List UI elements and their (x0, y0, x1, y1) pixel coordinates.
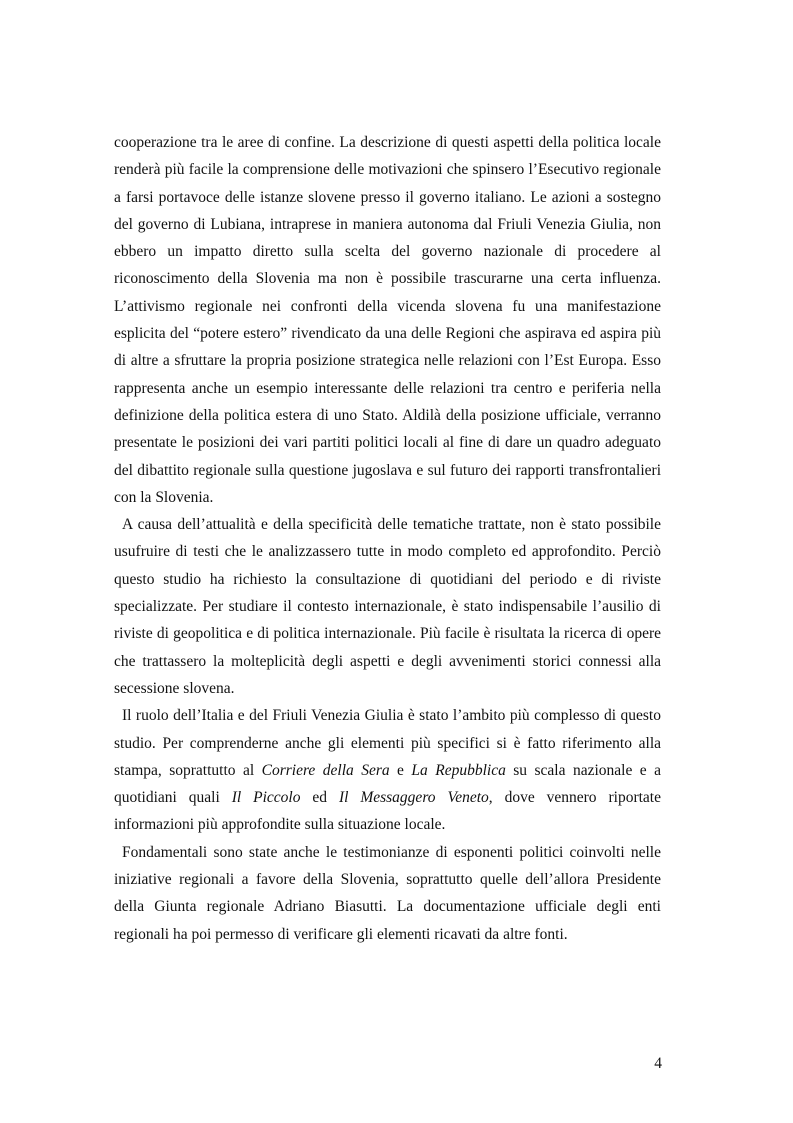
paragraph-1-text: cooperazione tra le aree di confine. La descrizione di questi aspetti della politica locale renderà più facile la comprensione delle motivazioni che spinsero l’Esecutivo regionale a farsi portavoce delle istanze slovene presso il governo italiano. Le azioni a sostegno del governo di Lubiana, intraprese in maniera autonoma dal Friuli Venezia Giulia, non ebbero un impatto diretto sulla scelta del governo nazionale di procedere al riconoscimento della Slovenia ma non è possibile trascurarne una certa influenza. L’attivismo regionale nei confronti della vicenda slovena fu una manifestazione esplicita del “potere estero” rivendicato da una delle Regioni che aspirava ed aspira più di altre a sfruttare la propria posizione strategica nelle relazioni con l’Est Europa. Esso rappresenta anche un esempio interessante delle relazioni tra centro e periferia nella definizione della politica estera di uno Stato. Aldilà della posizione ufficiale, verranno presentate le posizioni dei vari partiti politici locali al fine di dare un quadro adeguato del dibattito regionale sulla questione jugoslava e sul futuro dei rapporti transfrontalieri con la Slovenia. (114, 134, 661, 506)
paragraph-2 (114, 511, 661, 702)
paragraph-3-text-b: e (389, 761, 412, 779)
paragraph-3-text-c: su scala nazionale e a quotidiani quali (114, 761, 661, 807)
paragraph-1 (114, 129, 661, 511)
paragraph-3-text-d: ed (300, 789, 339, 807)
paragraph-4-text: Fondamentali sono state anche le testimonianze di esponenti politici coinvolti nelle iniziative regionali a favore della Slovenia, soprattutto quelle dell’allora Presidente della Giunta regionale Adriano Biasutti. La documentazione ufficiale degli enti regionali ha poi permesso di verificare gli elementi ricavati da altre fonti. (114, 843, 661, 943)
page-number: 4 (654, 1055, 662, 1072)
paragraph-3-text-a: Il ruolo dell’Italia e del Friuli Venezia Giulia è stato l’ambito più complesso di questo studio. Per comprenderne anche gli elementi più specifici si è fatto riferimento alla stampa, soprattutto al (114, 707, 661, 779)
paragraph-3-text-e: , dove vennero riportate informazioni più approfondite sulla situazione locale. (114, 789, 661, 834)
paragraph-2-text: A causa dell’attualità e della specificità delle tematiche trattate, non è stato possibile usufruire di testi che le analizzassero tutte in modo completo ed approfondito. Perciò questo studio ha richiesto la consultazione di quotidiani del periodo e di riviste specializzate. Per studiare il contesto internazionale, è stato indispensabile l’ausilio di riviste di geopolitica e di politica internazionale. Più facile è risultata la ricerca di opere che trattassero la molteplicità degli aspetti e degli avvenimenti storici connessi alla secessione slovena. (114, 516, 661, 697)
paragraph-4 (114, 839, 661, 948)
newspaper-title-repubblica: La Repubblica (411, 761, 506, 779)
newspaper-title-piccolo: Il Piccolo (231, 789, 301, 807)
body-text (114, 129, 661, 948)
newspaper-title-messaggero: Il Messaggero Veneto (338, 789, 489, 807)
paragraph-3 (114, 702, 661, 838)
newspaper-title-corriere: Corriere della Sera (261, 761, 390, 779)
